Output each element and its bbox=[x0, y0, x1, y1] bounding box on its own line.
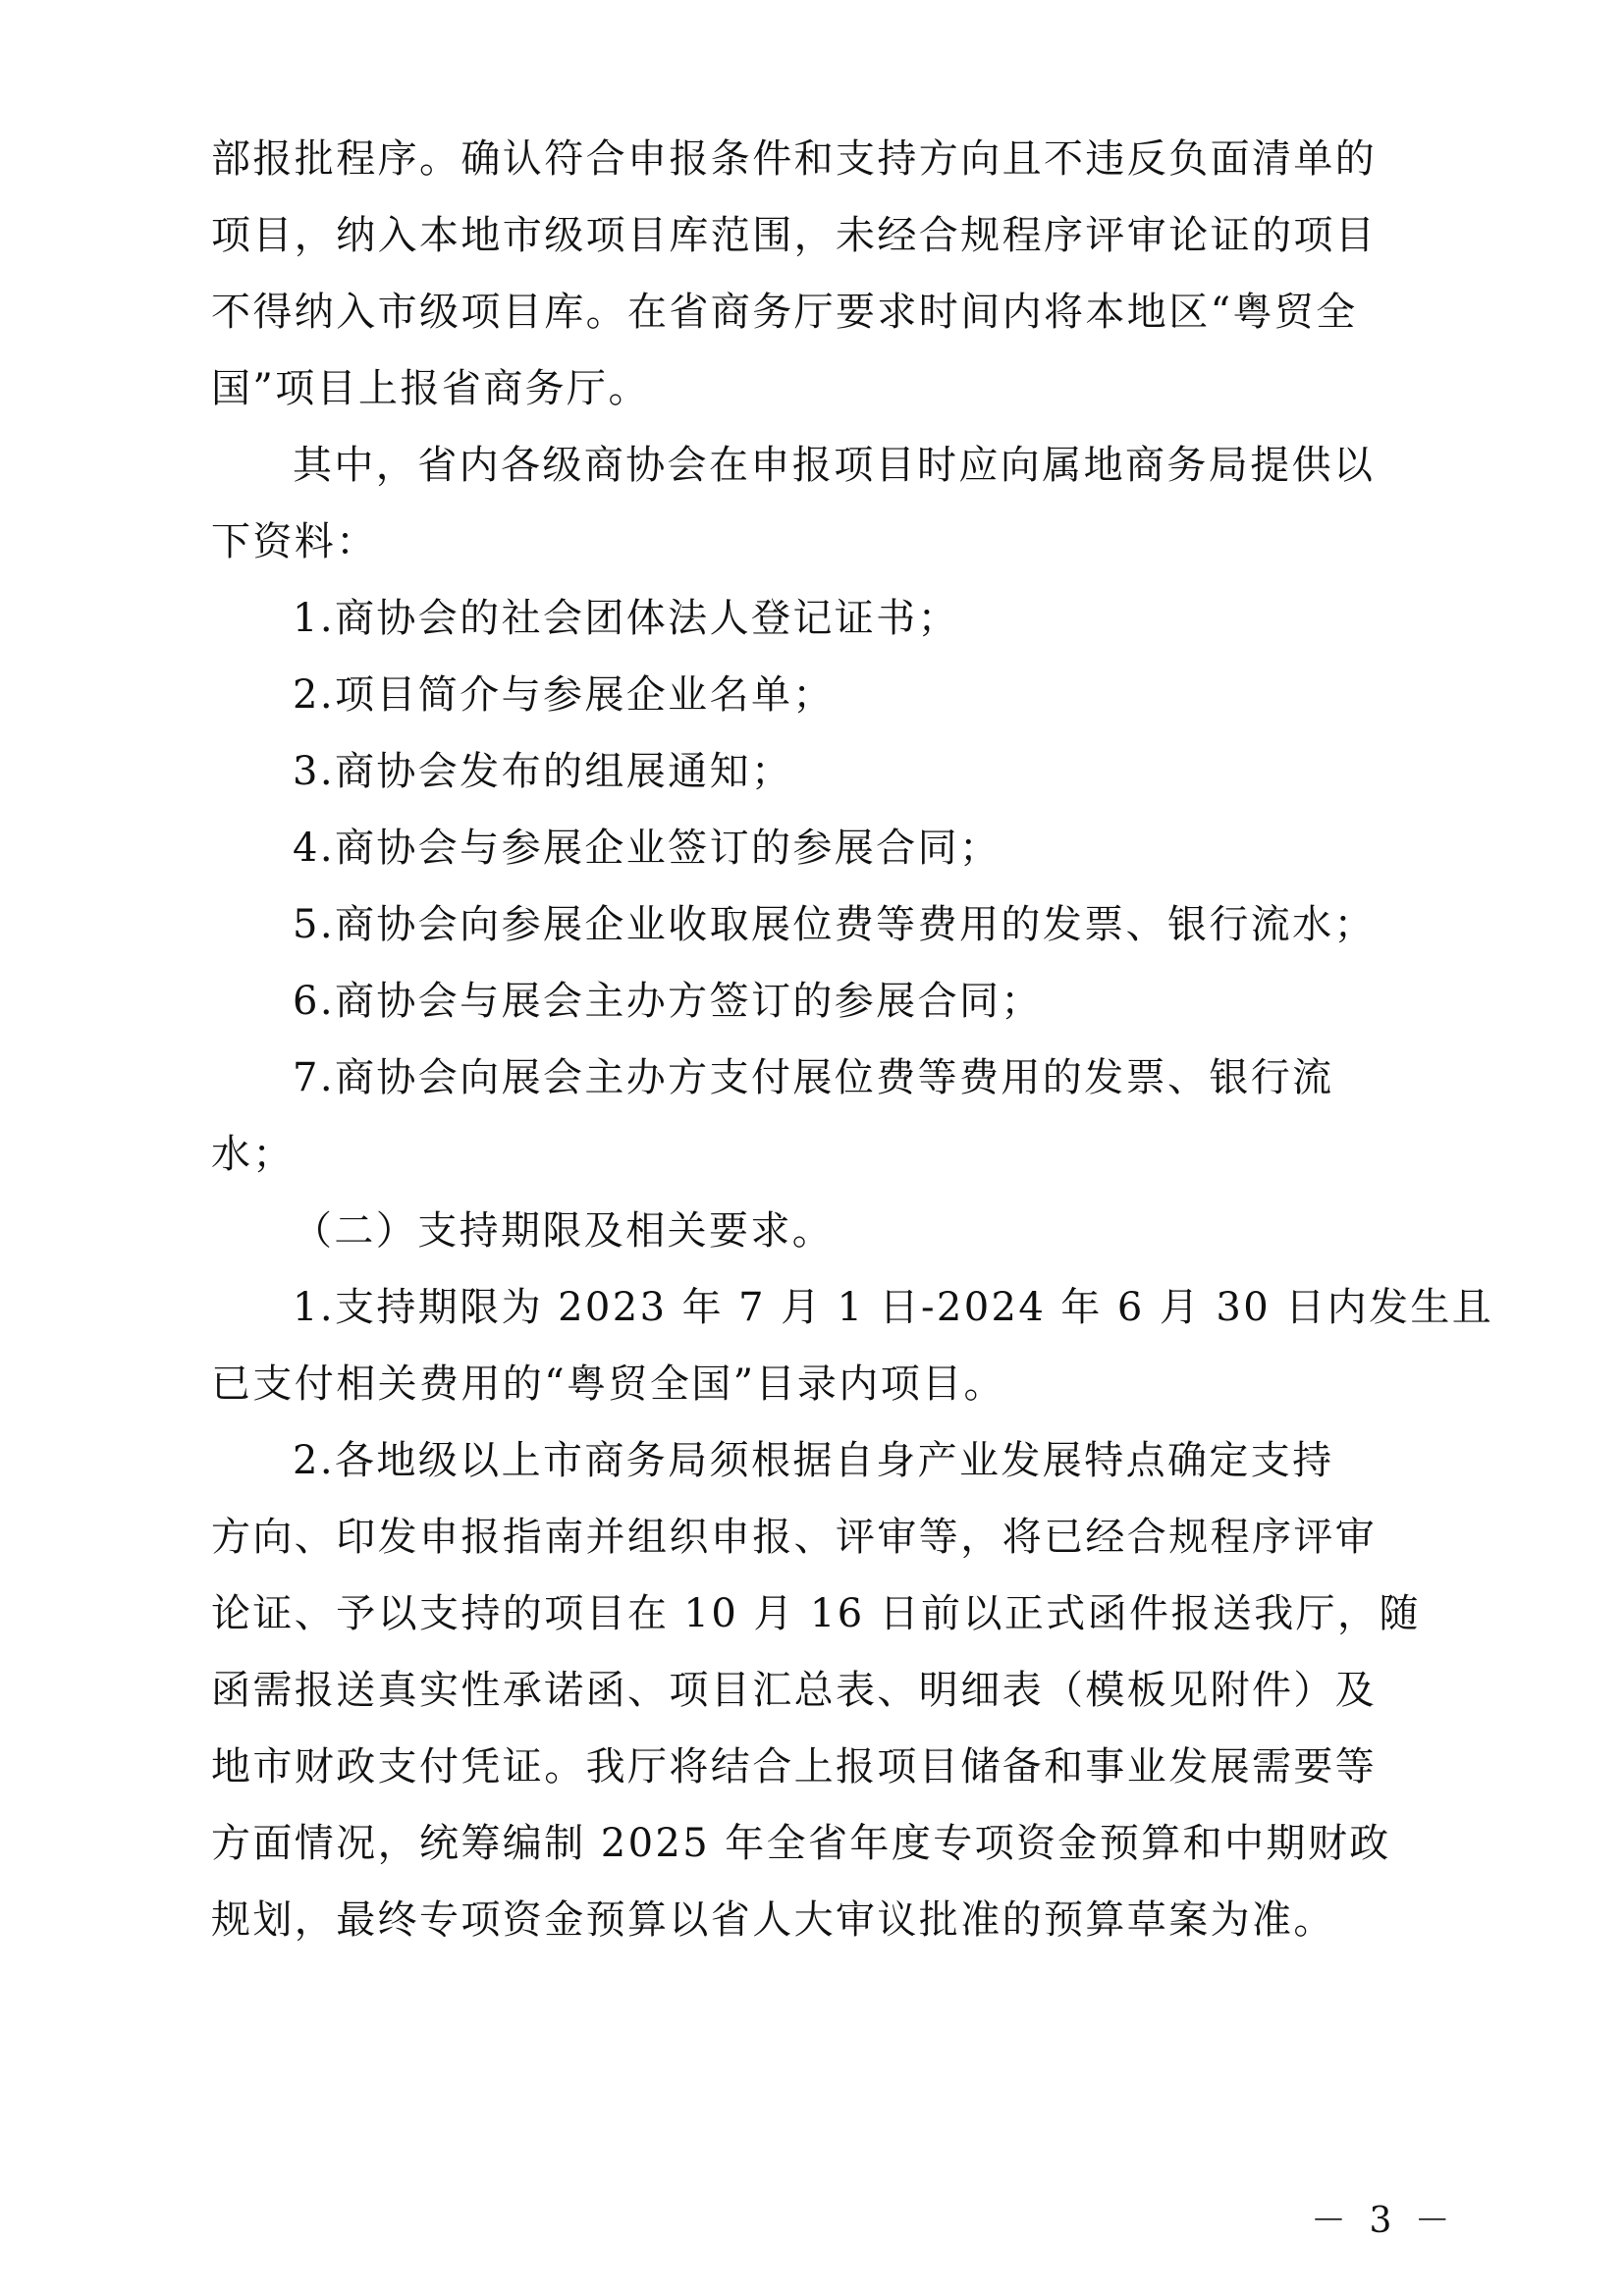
section-heading: （二）支持期限及相关要求。 bbox=[293, 1208, 835, 1254]
text-line: 国”项目上报省商务厅。 bbox=[211, 366, 650, 411]
text-line: 论证、予以支持的项目在 10 月 16 日前以正式函件报送我厅，随 bbox=[211, 1591, 1421, 1636]
text-line: 水； bbox=[211, 1132, 295, 1177]
text-line: 2.项目简介与参展企业名单； bbox=[293, 672, 835, 718]
text-line: 规划，最终专项资金预算以省人大审议批准的预算草案为准。 bbox=[211, 1897, 1335, 1943]
text-line: 2.各地级以上市商务局须根据自身产业发展特点确定支持 bbox=[293, 1438, 1334, 1483]
text-line: 4.商协会与参展企业签订的参展合同； bbox=[293, 826, 1001, 871]
text-line: 5.商协会向参展企业收取展位费等费用的发票、银行流水； bbox=[293, 902, 1376, 947]
text-line: 3.商协会发布的组展通知； bbox=[293, 749, 793, 794]
text-line: 方面情况，统筹编制 2025 年全省年度专项资金预算和中期财政 bbox=[211, 1821, 1391, 1866]
page-number: － 3 － bbox=[1311, 2201, 1456, 2241]
text-line: 其中，省内各级商协会在申报项目时应向属地商务局提供以 bbox=[293, 443, 1376, 488]
text-line: 已支付相关费用的“粤贸全国”目录内项目。 bbox=[211, 1362, 1005, 1407]
text-line: 6.商协会与展会主办方签订的参展合同； bbox=[293, 979, 1043, 1024]
text-line: 方向、印发申报指南并组织申报、评审等，将已经合规程序评审 bbox=[211, 1515, 1378, 1560]
text-line: 不得纳入市级项目库。在省商务厅要求时间内将本地区“粤贸全 bbox=[211, 290, 1358, 335]
text-line: 7.商协会向展会主办方支付展位费等费用的发票、银行流 bbox=[293, 1055, 1334, 1100]
text-line: 地市财政支付凭证。我厅将结合上报项目储备和事业发展需要等 bbox=[211, 1744, 1378, 1789]
text-line: 下资料： bbox=[211, 519, 378, 564]
text-line: 部报批程序。确认符合申报条件和支持方向且不违反负面清单的 bbox=[211, 136, 1378, 182]
text-line: 1.商协会的社会团体法人登记证书； bbox=[293, 596, 959, 641]
text-line: 函需报送真实性承诺函、项目汇总表、明细表（模板见附件）及 bbox=[211, 1668, 1378, 1713]
text-line: 1.支持期限为 2023 年 7 月 1 日-2024 年 6 月 30 日内发生且 bbox=[293, 1285, 1494, 1330]
text-line: 项目，纳入本地市级项目库范围，未经合规程序评审论证的项目 bbox=[211, 213, 1378, 258]
